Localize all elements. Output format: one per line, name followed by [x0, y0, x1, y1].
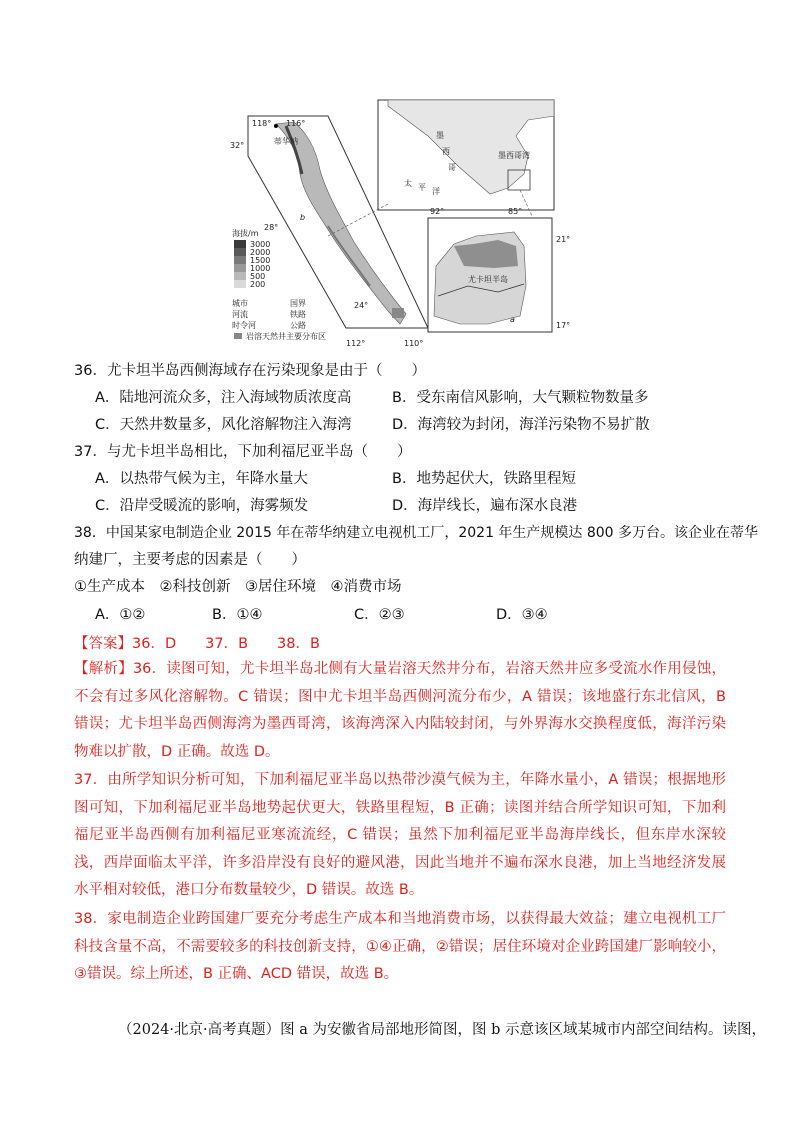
answer-text: 36．D 37．B 38．B: [132, 636, 320, 652]
legend-item: 河流: [232, 310, 248, 319]
yucatan-map: [428, 207, 570, 332]
baja-lat-32: 32°: [230, 141, 245, 150]
country-char: 墨: [436, 131, 444, 140]
question-38-stem-line2: 纳建厂，主要考虑的因素是（ ）: [74, 552, 306, 568]
legend-value: 2000: [250, 248, 271, 257]
answer-tag: 【答案】: [74, 636, 132, 652]
country-char: 西: [442, 147, 450, 156]
q38-option-c: C．②③: [354, 607, 405, 623]
baja-legend: [232, 228, 326, 341]
country-char: 哥: [448, 163, 456, 172]
ocean-char: 洋: [432, 187, 440, 196]
legend-item: 时令河: [232, 321, 256, 330]
next-question-source: （2024·北京·高考真题）图 a 为安徽省局部地形简图，图 b 示意该区域某城市内部空间结构。读图，: [118, 1022, 766, 1038]
answer-line: [74, 634, 320, 654]
baja-lon-112: 112°: [346, 339, 366, 348]
q37-option-a: A．以热带气候为主，年降水量大: [95, 471, 308, 487]
q37-option-b: B．地势起伏大，铁路里程短: [392, 471, 576, 487]
ocean-char: 平: [418, 183, 426, 192]
analysis-38: 38．家电制造企业跨国建厂要充分考虑生产成本和当地消费市场，以获得最大效益；建立电视机工厂科技含量不高，不需要较多的科技创新支持，①④正确，②错误；居住环境对企业跨国建厂影响较小，③错误。综上所述，B 正确、ACD 错误，故选 B。: [74, 911, 726, 982]
map-figure: [228, 96, 580, 358]
baja-lon-118: 118°: [252, 119, 272, 128]
legend-item: 铁路: [290, 310, 306, 319]
q38-option-b: B．①④: [212, 607, 263, 623]
q36-option-a: A．陆地河流众多，注入海域物质浓度高: [95, 390, 352, 406]
analysis-tag: 【解析】: [74, 661, 133, 677]
region-a-label: a: [510, 315, 515, 324]
analysis-36-text: 36．读图可知，尤卡坦半岛北侧有大量岩溶天然井分布，岩溶天然井应多受流水作用侵蚀，不会有过多风化溶解物。C 错误；图中尤卡坦半岛西侧河流分布少，A 错误；该地盛行东北信风，B 错误；尤卡坦半岛西侧海湾为墨西哥湾，该海湾深入内陆较封闭，与外界海水交换程度低，海洋污染物难以扩散，D 正确。故选 D。: [74, 661, 726, 760]
map-figure-svg: [228, 96, 580, 358]
legend-value: 200: [250, 280, 266, 289]
baja-lon-110: 110°: [404, 339, 424, 348]
overview-map: [378, 100, 554, 210]
legend-value: 500: [250, 272, 266, 281]
question-38-factors: ①生产成本 ②科技创新 ③居住环境 ④消费市场: [74, 579, 402, 595]
legend-item: 国界: [290, 299, 306, 308]
yucatan-lat-21: 21°: [556, 235, 571, 244]
q36-option-c: C．天然井数量多，风化溶解物注入海湾: [95, 417, 352, 433]
legend-item: 公路: [290, 321, 306, 330]
q37-option-d: D．海岸线长，遍布深水良港: [392, 498, 578, 514]
q38-option-a: A．①②: [95, 607, 146, 623]
question-38-stem-line1: 38．中国某家电制造企业 2015 年在蒂华纳建立电视机工厂，2021 年生产规模达 800 多万台。该企业在蒂华: [74, 525, 759, 541]
legend-value: 1500: [250, 256, 271, 265]
ocean-char: 太: [404, 179, 412, 188]
q36-option-b: B．受东南信风影响，大气颗粒物数量多: [392, 390, 649, 406]
question-37-stem: 37．与尤卡坦半岛相比，下加利福尼亚半岛（ ）: [74, 444, 412, 460]
baja-lon-116: 116°: [286, 119, 306, 128]
legend-value: 3000: [250, 240, 271, 249]
analysis-37: 37．由所学知识分析可知，下加利福尼亚半岛以热带沙漠气候为主，年降水量小，A 错误；根据地形图可知，下加利福尼亚半岛地势起伏更大，铁路里程短，B 正确；读图并结合所学知识可知，下加利福尼亚半岛西侧有加利福尼亚寒流流经，C 错误；虽然下加利福尼亚半岛海岸线长，但东岸水深较浅，西岸面临太平洋，许多沿岸没有良好的避风港，因此当地并不遍布深水良港，加上当地经济发展水平相对较低，港口分布数量较少，D 错误。故选 B。: [74, 772, 726, 898]
baja-lat-24: 24°: [354, 301, 369, 310]
legend-item: 城市: [232, 299, 248, 308]
city-label: 蒂华纳: [274, 137, 298, 146]
yucatan-name: 尤卡坦半岛: [468, 275, 508, 284]
question-36-stem: 36．尤卡坦半岛西侧海域存在污染现象是由于（ ）: [74, 363, 426, 379]
q38-option-d: D．③④: [496, 607, 548, 623]
region-b-label: b: [300, 213, 306, 222]
gulf-label: 墨西哥湾: [498, 151, 530, 160]
yucatan-lon-92: 92°: [430, 207, 445, 216]
legend-item: 岩溶天然井主要分布区: [246, 332, 326, 341]
legend-value: 1000: [250, 264, 271, 273]
baja-lat-28: 28°: [264, 223, 279, 232]
analysis-36: [74, 656, 726, 766]
q37-option-c: C．沿岸受暖流的影响，海雾频发: [95, 498, 309, 514]
yucatan-lat-17: 17°: [556, 321, 571, 330]
yucatan-lon-85: 85°: [508, 207, 523, 216]
q36-option-d: D．海湾较为封闭，海洋污染物不易扩散: [392, 417, 650, 433]
legend-title: 海拔/m: [232, 229, 259, 238]
